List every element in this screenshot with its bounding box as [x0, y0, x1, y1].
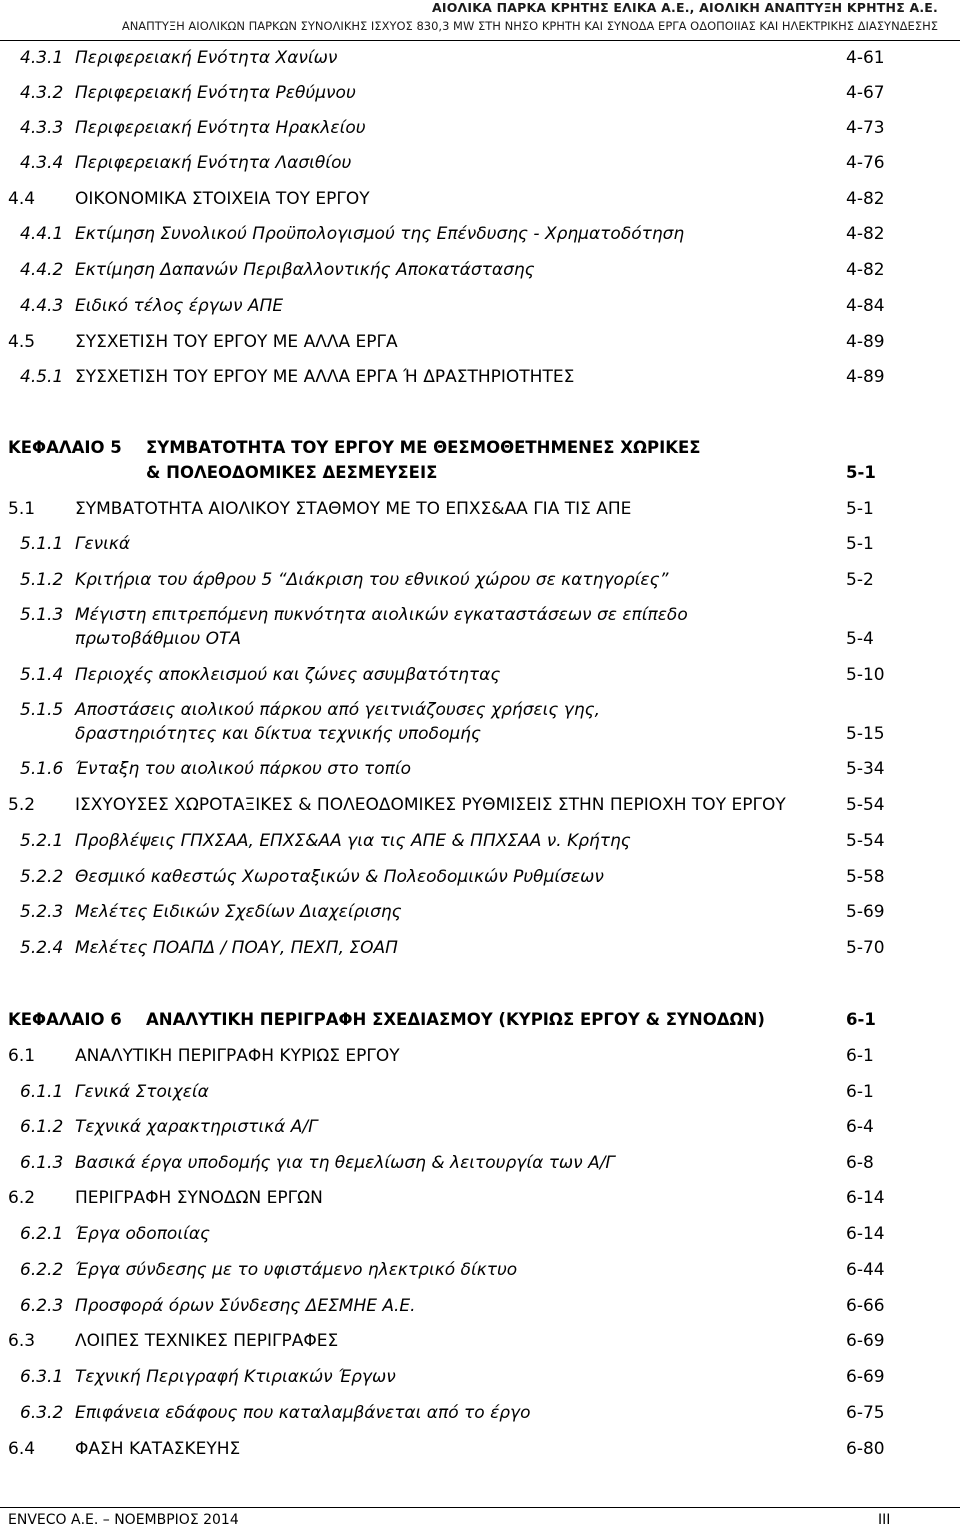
- toc-entry-title: Μέγιστη επιτρεπόμενη πυκνότητα αιολικών εγκαταστάσεων σε επίπεδο: [75, 605, 688, 625]
- toc-row: [0, 295, 960, 317]
- toc-row-continuation: [0, 723, 960, 745]
- toc-entry-page: 5-4: [846, 629, 874, 649]
- toc-entry-page: 4-82: [846, 260, 885, 280]
- toc-entry-title: Βασικά έργα υποδομής για τη θεμελίωση & λειτουργία των Α/Γ: [75, 1153, 615, 1173]
- toc-entry-title: Έργα σύνδεσης με το υφιστάμενο ηλεκτρικό δίκτυο: [75, 1260, 518, 1280]
- toc-entry-number: 6.4: [8, 1439, 36, 1459]
- toc-row: [0, 758, 960, 780]
- toc-entry-number: ΚΕΦΑΛΑΙΟ 6: [8, 1010, 122, 1029]
- toc-entry-page: 6-80: [846, 1439, 885, 1459]
- toc-entry-title: Επιφάνεια εδάφους που καταλαμβάνεται από το έργο: [75, 1403, 531, 1423]
- toc-entry-page: 4-84: [846, 296, 885, 316]
- toc-entry-title: ΣΥΜΒΑΤΟΤΗΤΑ ΤΟΥ ΕΡΓΟΥ ΜΕ ΘΕΣΜΟΘΕΤΗΜΕΝΕΣ ΧΩΡΙΚΕΣ: [146, 438, 701, 457]
- toc-entry-number: 4.4: [8, 189, 36, 209]
- toc-entry-title: Εκτίμηση Συνολικού Προϋπολογισμού της Επένδυσης - Χρηματοδότηση: [75, 224, 685, 244]
- toc-entry-number: 4.5.1: [20, 367, 64, 387]
- toc-entry-title: Αποστάσεις αιολικού πάρκου από γειτνιάζουσες χρήσεις γης,: [75, 700, 601, 720]
- toc-entry-title: Έργα οδοποιίας: [75, 1224, 211, 1244]
- toc-entry-page: 4-82: [846, 224, 885, 244]
- toc-entry-title: ΛΟΙΠΕΣ ΤΕΧΝΙΚΕΣ ΠΕΡΙΓΡΑΦΕΣ: [75, 1331, 339, 1351]
- toc-entry-number: 5.1.1: [20, 534, 64, 554]
- toc-entry-page: 5-1: [846, 499, 874, 519]
- toc-row: [0, 830, 960, 852]
- toc-row: [0, 604, 960, 626]
- toc-entry-page: 4-61: [846, 48, 885, 68]
- header-title: ΑΙΟΛΙΚΑ ΠΑΡΚΑ ΚΡΗΤΗΣ ΕΛΙΚΑ Α.Ε., ΑΙΟΛΙΚΗ ΑΝΑΠΤΥΞΗ ΚΡΗΤΗΣ Α.Ε.: [431, 0, 938, 15]
- toc-row: [0, 699, 960, 721]
- toc-entry-page: 6-14: [846, 1224, 885, 1244]
- toc-row: [0, 152, 960, 174]
- toc-row: [0, 188, 960, 210]
- toc-entry-page: 6-66: [846, 1296, 885, 1316]
- footer-divider: [0, 1507, 960, 1508]
- toc-entry-number: 5.1.2: [20, 570, 64, 590]
- toc-entry-title: Ειδικό τέλος έργων ΑΠΕ: [75, 296, 284, 316]
- toc-entry-number: 6.1: [8, 1046, 36, 1066]
- toc-row-continuation: [0, 628, 960, 650]
- toc-row: [0, 1116, 960, 1138]
- toc-entry-number: 5.1.3: [20, 605, 64, 625]
- toc-entry-number: 5.2.4: [20, 938, 64, 958]
- toc-entry-page: 6-4: [846, 1117, 874, 1137]
- toc-entry-title: Ένταξη του αιολικού πάρκου στο τοπίο: [75, 759, 412, 779]
- toc-entry-page: 4-67: [846, 83, 885, 103]
- toc-row: [0, 794, 960, 816]
- toc-row: [0, 223, 960, 245]
- toc-entry-number: 6.3.2: [20, 1403, 64, 1423]
- toc-row: [0, 1187, 960, 1209]
- toc-entry-page: 5-15: [846, 724, 885, 744]
- toc-entry-title-continued: δραστηριότητες και δίκτυα τεχνικής υποδομής: [75, 724, 481, 744]
- toc-row: [0, 366, 960, 388]
- toc-entry-page: 5-69: [846, 902, 885, 922]
- toc-entry-title: ΑΝΑΛΥΤΙΚΗ ΠΕΡΙΓΡΑΦΗ ΚΥΡΙΩΣ ΕΡΓΟΥ: [75, 1046, 400, 1066]
- toc-entry-page: 5-34: [846, 759, 885, 779]
- toc-entry-title: ΑΝΑΛΥΤΙΚΗ ΠΕΡΙΓΡΑΦΗ ΣΧΕΔΙΑΣΜΟΥ (ΚΥΡΙΩΣ ΕΡΓΟΥ & ΣΥΝΟΔΩΝ): [146, 1010, 765, 1029]
- toc-entry-title: Γενικά Στοιχεία: [75, 1082, 209, 1102]
- toc-entry-page: 6-69: [846, 1367, 885, 1387]
- toc-entry-title: Περιφερειακή Ενότητα Ηρακλείου: [75, 118, 366, 138]
- toc-entry-page: 4-89: [846, 367, 885, 387]
- toc-entry-page: 5-10: [846, 665, 885, 685]
- toc-row: [0, 47, 960, 69]
- toc-entry-title-continued: πρωτοβάθμιου ΟΤΑ: [75, 629, 241, 649]
- toc-row: [0, 937, 960, 959]
- toc-row: [0, 1045, 960, 1067]
- toc-row: [0, 82, 960, 104]
- toc-entry-number: 4.3.2: [20, 83, 64, 103]
- toc-entry-number: 6.2: [8, 1188, 36, 1208]
- toc-entry-page: 6-69: [846, 1331, 885, 1351]
- toc-entry-title: Περιοχές αποκλεισμού και ζώνες ασυμβατότητας: [75, 665, 501, 685]
- toc-entry-page: 5-1: [846, 534, 874, 554]
- toc-entry-page: 6-1: [846, 1046, 874, 1066]
- toc-entry-page: 5-58: [846, 867, 885, 887]
- toc-entry-page: 5-1: [846, 463, 876, 482]
- toc-entry-number: 5.1.4: [20, 665, 64, 685]
- toc-entry-page: 5-2: [846, 570, 874, 590]
- toc-entry-number: 5.2.1: [20, 831, 64, 851]
- toc-row: [0, 259, 960, 281]
- toc-entry-number: 5.2.2: [20, 867, 64, 887]
- toc-entry-page: 6-44: [846, 1260, 885, 1280]
- toc-entry-title: ΙΣΧΥΟΥΣΕΣ ΧΩΡΟΤΑΞΙΚΕΣ & ΠΟΛΕΟΔΟΜΙΚΕΣ ΡΥΘΜΙΣΕΙΣ ΣΤΗΝ ΠΕΡΙΟΧΗ ΤΟΥ ΕΡΓΟΥ: [75, 795, 786, 815]
- footer-page-number: III: [878, 1512, 891, 1528]
- toc-row: [0, 1295, 960, 1317]
- toc-entry-title: Τεχνική Περιγραφή Κτιριακών Έργων: [75, 1367, 396, 1387]
- toc-entry-number: 4.3.1: [20, 48, 64, 68]
- toc-entry-title: Μελέτες ΠΟΑΠΔ / ΠΟΑΥ, ΠΕΧΠ, ΣΟΑΠ: [75, 938, 398, 958]
- header-subtitle: ΑΝΑΠΤΥΞΗ ΑΙΟΛΙΚΩΝ ΠΑΡΚΩΝ ΣΥΝΟΛΙΚΗΣ ΙΣΧΥΟΣ 830,3 MW ΣΤΗ ΝΗΣΟ ΚΡΗΤΗ ΚΑΙ ΣΥΝΟΔΑ ΕΡΓΑ ΟΔΟΠΟΙΙΑΣ ΚΑΙ ΗΛΕΚΤΡΙΚΗΣ ΔΙΑΣΥΝΔΕΣΗΣ: [121, 19, 938, 33]
- toc-entry-title: Προβλέψεις ΓΠΧΣΑΑ, ΕΠΧΣ&ΑΑ για τις ΑΠΕ & ΠΠΧΣΑΑ ν. Κρήτης: [75, 831, 631, 851]
- toc-entry-number: 5.1.6: [20, 759, 64, 779]
- toc-entry-title: ΦΑΣΗ ΚΑΤΑΣΚΕΥΗΣ: [75, 1439, 241, 1459]
- toc-entry-number: 6.1.1: [20, 1082, 64, 1102]
- toc-entry-title: Περιφερειακή Ενότητα Χανίων: [75, 48, 338, 68]
- toc-row: [0, 1081, 960, 1103]
- toc-entry-number: 6.3: [8, 1331, 36, 1351]
- toc-entry-title: ΣΥΣΧΕΤΙΣΗ ΤΟΥ ΕΡΓΟΥ ΜΕ ΑΛΛΑ ΕΡΓΑ Ή ΔΡΑΣΤΗΡΙΟΤΗΤΕΣ: [75, 367, 575, 387]
- toc-row: [0, 1259, 960, 1281]
- toc-entry-page: 4-73: [846, 118, 885, 138]
- toc-entry-page: 6-14: [846, 1188, 885, 1208]
- header-divider: [0, 40, 960, 41]
- toc-entry-title: ΟΙΚΟΝΟΜΙΚΑ ΣΤΟΙΧΕΙΑ ΤΟΥ ΕΡΓΟΥ: [75, 189, 370, 209]
- toc-chapter-row: [0, 1009, 960, 1031]
- toc-entry-page: 4-89: [846, 332, 885, 352]
- toc-entry-page: 5-70: [846, 938, 885, 958]
- toc-entry-title: Περιφερειακή Ενότητα Λασιθίου: [75, 153, 352, 173]
- toc-entry-page: 6-8: [846, 1153, 874, 1173]
- toc-row: [0, 664, 960, 686]
- toc-entry-number: 6.2.1: [20, 1224, 64, 1244]
- toc-row: [0, 498, 960, 520]
- toc-entry-number: 4.3.3: [20, 118, 64, 138]
- toc-chapter-row: [0, 437, 960, 459]
- toc-row: [0, 1438, 960, 1460]
- toc-entry-title: ΠΕΡΙΓΡΑΦΗ ΣΥΝΟΔΩΝ ΕΡΓΩΝ: [75, 1188, 323, 1208]
- toc-entry-page: 6-75: [846, 1403, 885, 1423]
- toc-row: [0, 1223, 960, 1245]
- toc-entry-number: ΚΕΦΑΛΑΙΟ 5: [8, 438, 122, 457]
- toc-row-continuation: [0, 462, 960, 484]
- toc-entry-number: 6.2.3: [20, 1296, 64, 1316]
- toc-entry-title: ΣΥΜΒΑΤΟΤΗΤΑ ΑΙΟΛΙΚΟΥ ΣΤΑΘΜΟΥ ΜΕ ΤΟ ΕΠΧΣ&ΑΑ ΓΙΑ ΤΙΣ ΑΠΕ: [75, 499, 632, 519]
- toc-entry-title: Μελέτες Ειδικών Σχεδίων Διαχείρισης: [75, 902, 402, 922]
- toc-entry-number: 4.4.3: [20, 296, 64, 316]
- toc-entry-title: Γενικά: [75, 534, 131, 554]
- toc-row: [0, 117, 960, 139]
- toc-entry-number: 4.3.4: [20, 153, 64, 173]
- toc-row: [0, 866, 960, 888]
- toc-entry-title-continued: & ΠΟΛΕΟΔΟΜΙΚΕΣ ΔΕΣΜΕΥΣΕΙΣ: [146, 463, 438, 482]
- toc-entry-number: 5.2.3: [20, 902, 64, 922]
- toc-entry-title: Κριτήρια του άρθρου 5 “Διάκριση του εθνικού χώρου σε κατηγορίες”: [75, 570, 669, 590]
- toc-entry-number: 6.2.2: [20, 1260, 64, 1280]
- toc-entry-page: 4-76: [846, 153, 885, 173]
- toc-entry-page: 4-82: [846, 189, 885, 209]
- toc-row: [0, 331, 960, 353]
- toc-row: [0, 901, 960, 923]
- toc-entry-title: ΣΥΣΧΕΤΙΣΗ ΤΟΥ ΕΡΓΟΥ ΜΕ ΑΛΛΑ ΕΡΓΑ: [75, 332, 398, 352]
- toc-entry-page: 5-54: [846, 795, 885, 815]
- toc-entry-page: 6-1: [846, 1082, 874, 1102]
- toc-entry-page: 5-54: [846, 831, 885, 851]
- toc-entry-title: Περιφερειακή Ενότητα Ρεθύμνου: [75, 83, 356, 103]
- toc-entry-number: 6.1.2: [20, 1117, 64, 1137]
- toc-entry-number: 5.1: [8, 499, 36, 519]
- footer-company-date: ENVECO Α.Ε. – ΝΟΕΜΒΡΙΟΣ 2014: [8, 1512, 239, 1528]
- toc-row: [0, 1152, 960, 1174]
- toc-entry-number: 4.5: [8, 332, 36, 352]
- toc-entry-number: 5.2: [8, 795, 36, 815]
- page-header: [0, 0, 960, 42]
- toc-row: [0, 533, 960, 555]
- toc-entry-title: Τεχνικά χαρακτηριστικά Α/Γ: [75, 1117, 318, 1137]
- toc-row: [0, 1330, 960, 1352]
- toc-entry-page: 6-1: [846, 1010, 876, 1029]
- toc-row: [0, 569, 960, 591]
- toc-entry-number: 6.1.3: [20, 1153, 64, 1173]
- toc-entry-number: 4.4.2: [20, 260, 64, 280]
- toc-entry-title: Θεσμικό καθεστώς Χωροταξικών & Πολεοδομικών Ρυθμίσεων: [75, 867, 604, 887]
- toc-entry-number: 4.4.1: [20, 224, 64, 244]
- toc-row: [0, 1366, 960, 1388]
- toc-entry-number: 6.3.1: [20, 1367, 64, 1387]
- toc-entry-title: Εκτίμηση Δαπανών Περιβαλλοντικής Αποκατάστασης: [75, 260, 535, 280]
- toc-row: [0, 1402, 960, 1424]
- toc-entry-title: Προσφορά όρων Σύνδεσης ΔΕΣΜΗΕ Α.Ε.: [75, 1296, 416, 1316]
- toc-entry-number: 5.1.5: [20, 700, 64, 720]
